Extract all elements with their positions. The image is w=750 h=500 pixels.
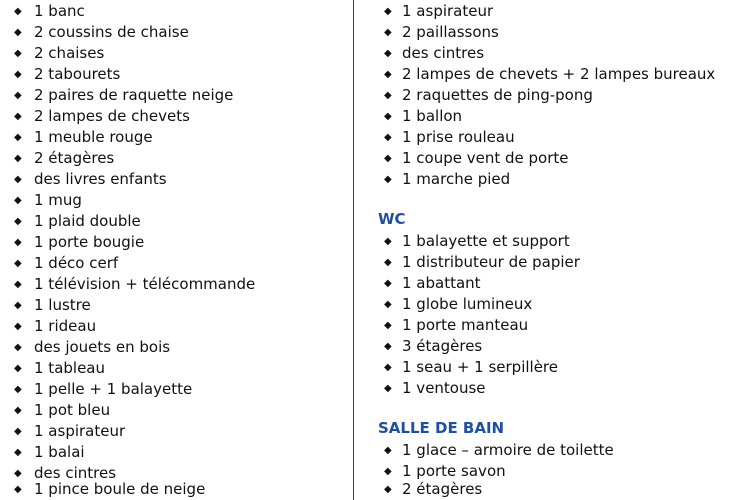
diamond-bullet-icon: ◆: [384, 174, 392, 185]
diamond-bullet-icon: ◆: [384, 341, 392, 352]
list-item-label: 1 seau + 1 serpillère: [402, 358, 558, 376]
list-item-label: 1 coupe vent de porte: [402, 149, 569, 167]
diamond-bullet-icon: ◆: [384, 48, 392, 59]
diamond-bullet-icon: ◆: [14, 90, 22, 101]
list-item-label: 1 mug: [34, 191, 82, 209]
list-item-label: 1 plaid double: [34, 212, 141, 230]
diamond-bullet-icon: ◆: [14, 216, 22, 227]
list-item-label: 1 rideau: [34, 317, 97, 335]
list-item-label: des jouets en bois: [34, 338, 171, 356]
diamond-bullet-icon: ◆: [384, 27, 392, 38]
list-item-label: 1 marche pied: [402, 170, 511, 188]
diamond-bullet-icon: ◆: [14, 153, 22, 164]
list-item-label: 1 balai: [34, 443, 85, 461]
diamond-bullet-icon: ◆: [14, 484, 22, 495]
diamond-bullet-icon: ◆: [14, 48, 22, 59]
diamond-bullet-icon: ◆: [384, 132, 392, 143]
list-item-label: 1 balayette et support: [402, 232, 570, 250]
diamond-bullet-icon: ◆: [384, 90, 392, 101]
diamond-bullet-icon: ◆: [14, 384, 22, 395]
diamond-bullet-icon: ◆: [14, 405, 22, 416]
diamond-bullet-icon: ◆: [384, 383, 392, 394]
list-item-label: 1 déco cerf: [34, 254, 119, 272]
diamond-bullet-icon: ◆: [14, 174, 22, 185]
diamond-bullet-icon: ◆: [14, 447, 22, 458]
diamond-bullet-icon: ◆: [384, 153, 392, 164]
section-title-salle-de-bain: SALLE DE BAIN: [378, 419, 505, 437]
diamond-bullet-icon: ◆: [384, 278, 392, 289]
diamond-bullet-icon: ◆: [384, 257, 392, 268]
list-item-label: 2 raquettes de ping-pong: [402, 86, 593, 104]
list-item-label: 1 globe lumineux: [402, 295, 533, 313]
diamond-bullet-icon: ◆: [14, 426, 22, 437]
list-item-label: 1 aspirateur: [402, 2, 494, 20]
diamond-bullet-icon: ◆: [14, 69, 22, 80]
list-item-label: 2 paillassons: [402, 23, 499, 41]
list-item-label: 1 aspirateur: [34, 422, 126, 440]
list-item-label: 2 lampes de chevets: [34, 107, 190, 125]
list-item-label: 1 porte bougie: [34, 233, 145, 251]
list-item-label: 1 abattant: [402, 274, 481, 292]
list-item-label: 2 paires de raquette neige: [34, 86, 234, 104]
diamond-bullet-icon: ◆: [384, 236, 392, 247]
diamond-bullet-icon: ◆: [14, 321, 22, 332]
list-item-label: 2 étagères: [402, 480, 483, 498]
diamond-bullet-icon: ◆: [14, 342, 22, 353]
section-title-wc: WC: [378, 210, 406, 228]
list-item-label: des livres enfants: [34, 170, 167, 188]
diamond-bullet-icon: ◆: [14, 195, 22, 206]
list-item-label: 2 coussins de chaise: [34, 23, 189, 41]
diamond-bullet-icon: ◆: [384, 320, 392, 331]
diamond-bullet-icon: ◆: [14, 279, 22, 290]
diamond-bullet-icon: ◆: [14, 132, 22, 143]
diamond-bullet-icon: ◆: [14, 468, 22, 479]
list-item-label: des cintres: [34, 464, 117, 482]
list-item-label: 1 banc: [34, 2, 85, 20]
list-item-label: 1 pot bleu: [34, 401, 111, 419]
diamond-bullet-icon: ◆: [14, 111, 22, 122]
list-item-label: 2 étagères: [34, 149, 115, 167]
list-item-label: des cintres: [402, 44, 485, 62]
diamond-bullet-icon: ◆: [384, 111, 392, 122]
diamond-bullet-icon: ◆: [384, 299, 392, 310]
list-item-label: 1 ballon: [402, 107, 463, 125]
diamond-bullet-icon: ◆: [384, 484, 392, 495]
diamond-bullet-icon: ◆: [14, 237, 22, 248]
list-item-label: 1 pelle + 1 balayette: [34, 380, 193, 398]
list-item-label: 1 télévision + télécommande: [34, 275, 256, 293]
diamond-bullet-icon: ◆: [14, 363, 22, 374]
list-item-label: 1 prise rouleau: [402, 128, 515, 146]
list-item-label: 2 chaises: [34, 44, 105, 62]
diamond-bullet-icon: ◆: [384, 69, 392, 80]
diamond-bullet-icon: ◆: [14, 27, 22, 38]
list-item-label: 1 distributeur de papier: [402, 253, 580, 271]
list-item-label: 1 glace – armoire de toilette: [402, 441, 614, 459]
list-item-label: 1 pince boule de neige: [34, 480, 206, 498]
diamond-bullet-icon: ◆: [14, 6, 22, 17]
list-item-label: 1 porte savon: [402, 462, 506, 480]
diamond-bullet-icon: ◆: [384, 445, 392, 456]
diamond-bullet-icon: ◆: [384, 466, 392, 477]
list-item-label: 3 étagères: [402, 337, 483, 355]
list-item-label: 2 lampes de chevets + 2 lampes bureaux: [402, 65, 716, 83]
diamond-bullet-icon: ◆: [384, 362, 392, 373]
list-item-label: 1 porte manteau: [402, 316, 529, 334]
column-divider: [353, 0, 354, 500]
list-item-label: 1 ventouse: [402, 379, 486, 397]
list-item-label: 1 lustre: [34, 296, 91, 314]
list-item-label: 2 tabourets: [34, 65, 121, 83]
diamond-bullet-icon: ◆: [384, 6, 392, 17]
list-item-label: 1 meuble rouge: [34, 128, 153, 146]
diamond-bullet-icon: ◆: [14, 258, 22, 269]
diamond-bullet-icon: ◆: [14, 300, 22, 311]
list-item-label: 1 tableau: [34, 359, 106, 377]
